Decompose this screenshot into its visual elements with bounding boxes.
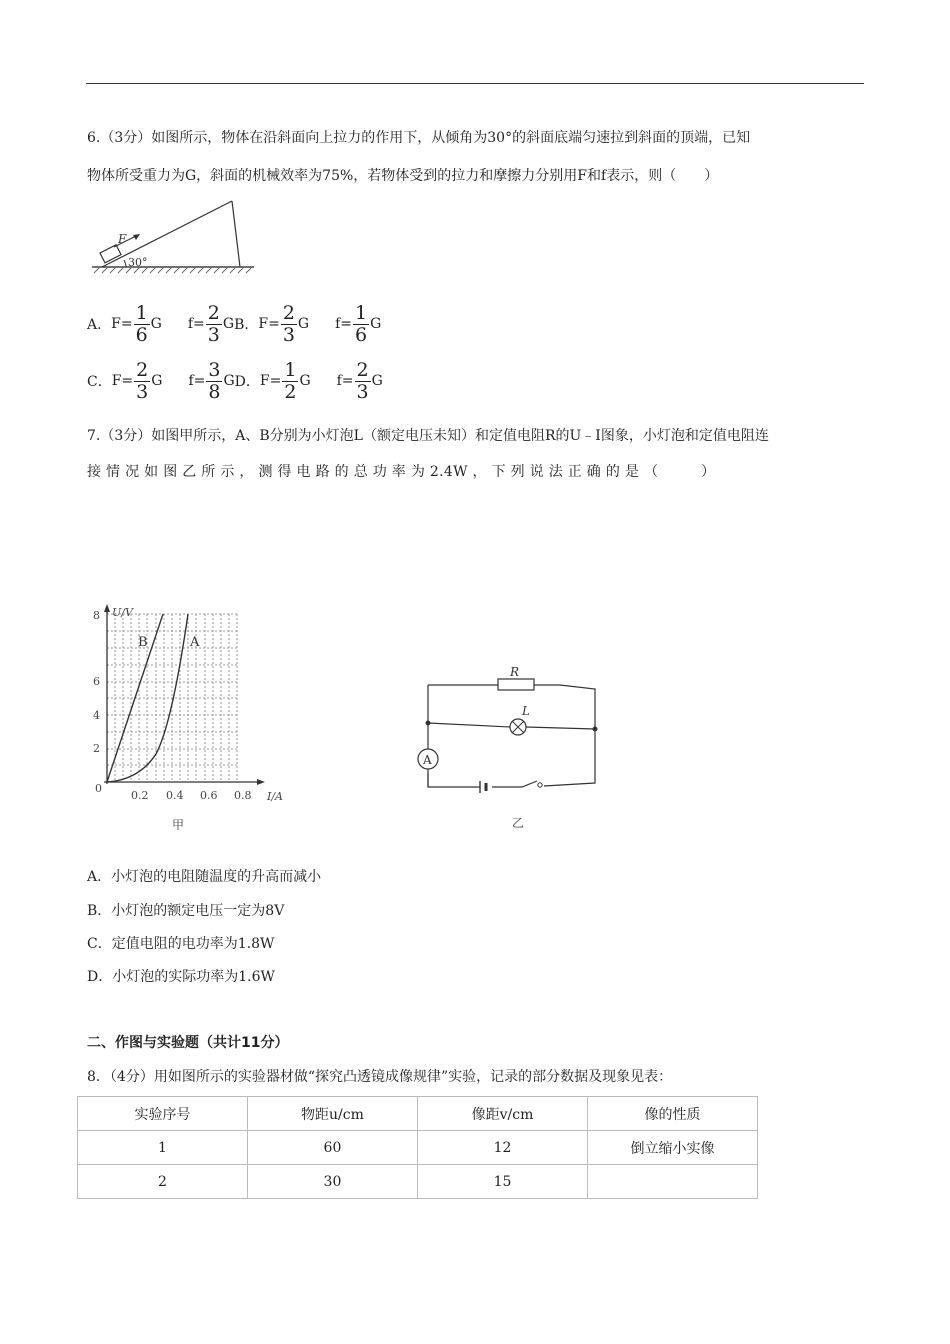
q6-text-line2: 物体所受重力为G，斜面的机械效率为75%，若物体受到的拉力和摩擦力分别用F和f表示，则（ ） (87, 168, 719, 184)
option-c-f-eq: f= (188, 373, 206, 389)
table-cell: 2 (78, 1165, 248, 1199)
option-d-F-G: G (299, 373, 311, 389)
q6-options-row1 (87, 301, 381, 347)
y-tick-6: 6 (93, 675, 100, 688)
option-b-F-eq: F= (258, 316, 280, 332)
circuit-caption: 乙 (512, 816, 525, 830)
q7-choice-d: D．小灯泡的实际功率为1.6W (87, 969, 275, 985)
table-cell: 15 (417, 1165, 587, 1199)
q7-choice-c: C．定值电阻的电功率为1.8W (87, 936, 275, 952)
option-b-f-frac: $\frac{1}{6}$ (355, 301, 368, 346)
x-tick-0.2: 0.2 (131, 789, 149, 802)
q8-data-table (77, 1096, 758, 1199)
option-d-f-eq: f= (336, 373, 354, 389)
origin-label: 0 (95, 782, 102, 795)
q6-text-line1: 6.（3分）如图所示，物体在沿斜面向上拉力的作用下，从倾角为30°的斜面底端匀速拉到斜面的顶端，已知 (87, 130, 751, 146)
option-b-F-G: G (297, 316, 310, 332)
ui-graph (84, 604, 294, 836)
x-tick-0.6: 0.6 (200, 789, 218, 802)
option-c-f-frac: $\frac{3}{8}$ (208, 358, 221, 403)
option-b-f-eq: f= (335, 316, 353, 332)
option-c-F-frac: $\frac{2}{3}$ (136, 358, 149, 403)
q6-options-row2 (87, 358, 383, 404)
force-label: F (118, 232, 127, 246)
option-c-letter: C． (87, 374, 112, 390)
y-tick-8: 8 (93, 609, 100, 622)
table-cell: 12 (417, 1131, 587, 1165)
table-row (78, 1165, 758, 1199)
resistor-icon (498, 679, 534, 690)
option-d-F-frac: $\frac{1}{2}$ (284, 358, 297, 403)
table-header-cell: 像距v/cm (417, 1097, 587, 1131)
option-a-f-G: G (222, 316, 235, 332)
table-header-cell: 物距u/cm (247, 1097, 417, 1131)
option-d-f-frac: $\frac{2}{3}$ (356, 358, 369, 403)
option-b-letter: B． (234, 317, 259, 333)
option-a-F-eq: F= (111, 316, 133, 332)
option-c-F-eq: F= (111, 373, 134, 389)
q7-choice-a: A．小灯泡的电阻随温度的升高而减小 (87, 869, 322, 885)
switch-icon (538, 783, 542, 787)
curve-b-label: B (138, 635, 148, 650)
table-cell (588, 1165, 758, 1199)
header-rule (86, 83, 864, 84)
option-a-f-frac: $\frac{2}{3}$ (207, 301, 220, 346)
table-cell: 1 (78, 1131, 248, 1165)
option-c-f-G: G (223, 373, 235, 389)
q7-choice-b: B．小灯泡的额定电压一定为8V (87, 903, 285, 919)
table-header-cell: 实验序号 (78, 1097, 248, 1131)
curve-a-label: A (190, 635, 200, 650)
y-axis-label: U/V (112, 606, 133, 619)
option-b-f-G: G (370, 316, 382, 332)
angle-label: 30° (128, 256, 148, 269)
y-tick-2: 2 (93, 742, 100, 755)
option-a-letter: A． (87, 317, 112, 333)
table-cell: 60 (247, 1131, 417, 1165)
ammeter-label: A (423, 753, 432, 767)
option-a-F-frac: $\frac{1}{6}$ (135, 301, 148, 346)
section2-title: 二、作图与实验题（共计11分） (87, 1035, 289, 1051)
option-a-F-G: G (150, 316, 162, 332)
q8-text-line1: 8．（4分）用如图所示的实验器材做“探究凸透镜成像规律”实验，记录的部分数据及现象见表： (87, 1069, 673, 1085)
lamp-label: L (522, 704, 530, 718)
option-b-F-frac: $\frac{2}{3}$ (282, 301, 295, 346)
circuit-figure (410, 665, 610, 835)
option-d-f-G: G (371, 373, 383, 389)
resistor-label: R (510, 665, 520, 679)
q7-text-line2: 接 情 况 如 图 乙 所 示 ， 测 得 电 路 的 总 功 率 为 2.4W ， 下 列 说 法 正 确 的 是 （ ） (87, 464, 716, 480)
table-row (78, 1131, 758, 1165)
table-header-cell: 像的性质 (588, 1097, 758, 1131)
y-tick-4: 4 (93, 709, 100, 722)
incline-figure (88, 197, 260, 275)
q7-text-line1: 7.（3分）如图甲所示，A、B分别为小灯泡L（额定电压未知）和定值电阻R的U﹣I图象，小灯泡和定值电阻连 (87, 428, 769, 444)
x-tick-0.8: 0.8 (234, 789, 252, 802)
table-header-row (78, 1097, 758, 1131)
option-a-f-eq: f= (187, 316, 205, 332)
option-d-letter: D． (234, 374, 260, 390)
option-d-F-eq: F= (259, 373, 282, 389)
x-axis-label: I/A (267, 790, 283, 803)
option-c-F-G: G (151, 373, 163, 389)
table-cell: 30 (247, 1165, 417, 1199)
x-tick-0.4: 0.4 (166, 789, 184, 802)
table-cell: 倒立缩小实像 (588, 1131, 758, 1165)
graph-caption: 甲 (172, 818, 185, 832)
block-icon (100, 245, 121, 263)
